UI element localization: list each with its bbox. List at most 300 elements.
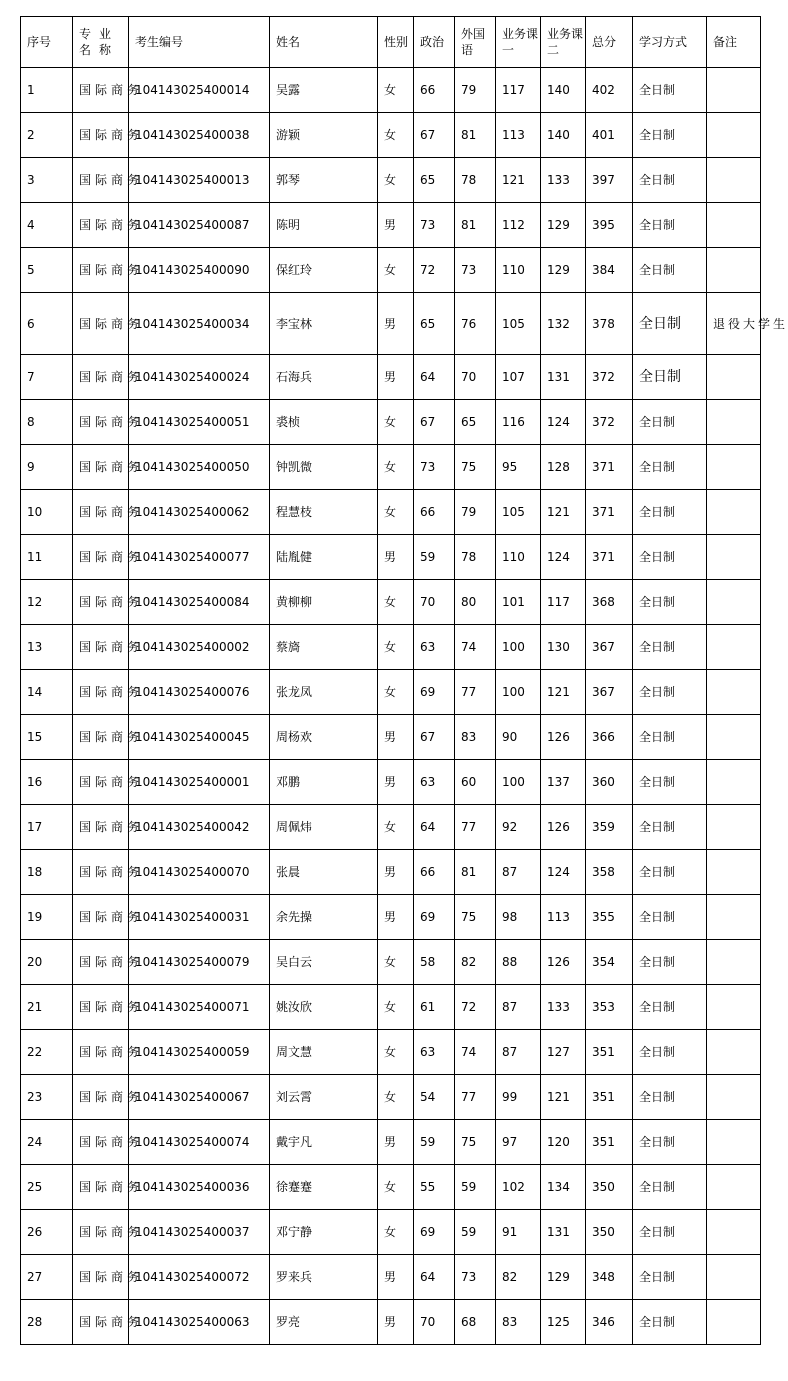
course2-cell: 117: [541, 580, 586, 625]
course2-cell: 126: [541, 940, 586, 985]
major-cell: 国际商务: [73, 1030, 129, 1075]
exam-id-cell: 104143025400067: [129, 1075, 270, 1120]
seq-cell: 6: [21, 293, 73, 355]
politics-cell: 66: [414, 490, 455, 535]
mode-cell: 全日制: [633, 895, 707, 940]
course2-cell: 132: [541, 293, 586, 355]
seq-cell: 10: [21, 490, 73, 535]
politics-cell: 67: [414, 113, 455, 158]
table-row: [21, 113, 761, 158]
table-row: [21, 715, 761, 760]
name-cell: 保红玲: [270, 248, 378, 293]
seq-cell: 8: [21, 400, 73, 445]
table-row: [21, 985, 761, 1030]
course2-cell: 137: [541, 760, 586, 805]
note-cell: [707, 580, 761, 625]
politics-cell: 63: [414, 760, 455, 805]
exam-id-cell: 104143025400036: [129, 1165, 270, 1210]
course2-cell: 130: [541, 625, 586, 670]
name-cell: 裘桢: [270, 400, 378, 445]
course1-cell: 105: [496, 490, 541, 535]
course1-cell: 100: [496, 670, 541, 715]
politics-cell: 64: [414, 805, 455, 850]
gender-cell: 女: [378, 248, 414, 293]
major-cell: 国际商务: [73, 490, 129, 535]
course1-cell: 107: [496, 355, 541, 400]
major-cell: 国际商务: [73, 895, 129, 940]
note-cell: [707, 670, 761, 715]
foreign-cell: 81: [455, 113, 496, 158]
foreign-cell: 78: [455, 158, 496, 203]
course1-cell: 88: [496, 940, 541, 985]
table-row: [21, 895, 761, 940]
course1-cell: 112: [496, 203, 541, 248]
seq-cell: 24: [21, 1120, 73, 1165]
exam-id-cell: 104143025400037: [129, 1210, 270, 1255]
course1-cell: 110: [496, 248, 541, 293]
total-cell: 402: [586, 68, 633, 113]
course2-cell: 131: [541, 355, 586, 400]
note-cell: [707, 760, 761, 805]
course1-cell: 113: [496, 113, 541, 158]
header-foreign: 外国语: [455, 17, 496, 68]
table-row: [21, 355, 761, 400]
course2-cell: 129: [541, 248, 586, 293]
course2-cell: 140: [541, 68, 586, 113]
total-cell: 355: [586, 895, 633, 940]
course1-cell: 116: [496, 400, 541, 445]
total-cell: 351: [586, 1075, 633, 1120]
name-cell: 邓宁静: [270, 1210, 378, 1255]
name-cell: 刘云霄: [270, 1075, 378, 1120]
mode-cell: 全日制: [633, 203, 707, 248]
exam-id-cell: 104143025400001: [129, 760, 270, 805]
total-cell: 371: [586, 445, 633, 490]
gender-cell: 女: [378, 805, 414, 850]
course1-cell: 90: [496, 715, 541, 760]
course1-cell: 87: [496, 1030, 541, 1075]
note-cell: [707, 1300, 761, 1345]
seq-cell: 15: [21, 715, 73, 760]
course1-cell: 121: [496, 158, 541, 203]
politics-cell: 73: [414, 203, 455, 248]
gender-cell: 男: [378, 715, 414, 760]
foreign-cell: 75: [455, 445, 496, 490]
table-row: [21, 1255, 761, 1300]
politics-cell: 63: [414, 625, 455, 670]
major-cell: 国际商务: [73, 1165, 129, 1210]
foreign-cell: 78: [455, 535, 496, 580]
course1-cell: 102: [496, 1165, 541, 1210]
politics-cell: 66: [414, 850, 455, 895]
gender-cell: 女: [378, 985, 414, 1030]
mode-cell: 全日制: [633, 1255, 707, 1300]
gender-cell: 女: [378, 1210, 414, 1255]
mode-cell: 全日制: [633, 805, 707, 850]
politics-cell: 70: [414, 580, 455, 625]
name-cell: 吴白云: [270, 940, 378, 985]
mode-cell: 全日制: [633, 490, 707, 535]
gender-cell: 女: [378, 113, 414, 158]
name-cell: 周佩炜: [270, 805, 378, 850]
total-cell: 378: [586, 293, 633, 355]
mode-cell: 全日制: [633, 113, 707, 158]
gender-cell: 女: [378, 940, 414, 985]
total-cell: 372: [586, 355, 633, 400]
table-row: [21, 760, 761, 805]
politics-cell: 59: [414, 1120, 455, 1165]
seq-cell: 14: [21, 670, 73, 715]
foreign-cell: 70: [455, 355, 496, 400]
note-cell: [707, 203, 761, 248]
gender-cell: 女: [378, 670, 414, 715]
course2-cell: 124: [541, 400, 586, 445]
foreign-cell: 72: [455, 985, 496, 1030]
course2-cell: 121: [541, 670, 586, 715]
note-cell: [707, 68, 761, 113]
gender-cell: 女: [378, 1030, 414, 1075]
mode-cell: 全日制: [633, 535, 707, 580]
gender-cell: 男: [378, 203, 414, 248]
mode-cell: 全日制: [633, 670, 707, 715]
exam-id-cell: 104143025400024: [129, 355, 270, 400]
table-row: [21, 1120, 761, 1165]
seq-cell: 16: [21, 760, 73, 805]
note-cell: [707, 535, 761, 580]
note-cell: [707, 1120, 761, 1165]
major-cell: 国际商务: [73, 805, 129, 850]
exam-id-cell: 104143025400079: [129, 940, 270, 985]
name-cell: 钟凯微: [270, 445, 378, 490]
mode-cell: 全日制: [633, 1120, 707, 1165]
table-row: [21, 1165, 761, 1210]
course2-cell: 133: [541, 985, 586, 1030]
politics-cell: 69: [414, 895, 455, 940]
mode-cell: 全日制: [633, 1210, 707, 1255]
seq-cell: 3: [21, 158, 73, 203]
note-cell: [707, 248, 761, 293]
course2-cell: 128: [541, 445, 586, 490]
table-row: [21, 940, 761, 985]
seq-cell: 13: [21, 625, 73, 670]
table-row: [21, 203, 761, 248]
header-course2: 业务课二: [541, 17, 586, 68]
name-cell: 姚汝欣: [270, 985, 378, 1030]
total-cell: 348: [586, 1255, 633, 1300]
major-cell: 国际商务: [73, 940, 129, 985]
name-cell: 蔡旖: [270, 625, 378, 670]
seq-cell: 11: [21, 535, 73, 580]
header-name: 姓名: [270, 17, 378, 68]
course1-cell: 92: [496, 805, 541, 850]
total-cell: 354: [586, 940, 633, 985]
politics-cell: 64: [414, 1255, 455, 1300]
mode-cell: 全日制: [633, 68, 707, 113]
major-cell: 国际商务: [73, 355, 129, 400]
total-cell: 401: [586, 113, 633, 158]
total-cell: 360: [586, 760, 633, 805]
table-row: [21, 625, 761, 670]
major-cell: 国际商务: [73, 1210, 129, 1255]
politics-cell: 72: [414, 248, 455, 293]
total-cell: 368: [586, 580, 633, 625]
note-cell: [707, 1075, 761, 1120]
foreign-cell: 65: [455, 400, 496, 445]
course1-cell: 83: [496, 1300, 541, 1345]
politics-cell: 70: [414, 1300, 455, 1345]
note-cell: [707, 940, 761, 985]
major-cell: 国际商务: [73, 293, 129, 355]
table-row: [21, 445, 761, 490]
politics-cell: 55: [414, 1165, 455, 1210]
table-row: [21, 670, 761, 715]
name-cell: 程慧枝: [270, 490, 378, 535]
politics-cell: 67: [414, 400, 455, 445]
total-cell: 367: [586, 670, 633, 715]
name-cell: 周杨欢: [270, 715, 378, 760]
exam-id-cell: 104143025400031: [129, 895, 270, 940]
mode-cell: 全日制: [633, 158, 707, 203]
note-cell: [707, 850, 761, 895]
seq-cell: 25: [21, 1165, 73, 1210]
foreign-cell: 59: [455, 1210, 496, 1255]
total-cell: 350: [586, 1165, 633, 1210]
note-cell: [707, 355, 761, 400]
course1-cell: 98: [496, 895, 541, 940]
exam-id-cell: 104143025400002: [129, 625, 270, 670]
foreign-cell: 77: [455, 1075, 496, 1120]
note-cell: [707, 1165, 761, 1210]
exam-id-cell: 104143025400063: [129, 1300, 270, 1345]
name-cell: 戴宇凡: [270, 1120, 378, 1165]
course2-cell: 120: [541, 1120, 586, 1165]
major-cell: 国际商务: [73, 1300, 129, 1345]
gender-cell: 女: [378, 68, 414, 113]
seq-cell: 26: [21, 1210, 73, 1255]
major-cell: 国际商务: [73, 535, 129, 580]
politics-cell: 65: [414, 293, 455, 355]
major-cell: 国际商务: [73, 1255, 129, 1300]
politics-cell: 69: [414, 670, 455, 715]
mode-cell: 全日制: [633, 940, 707, 985]
mode-cell: 全日制: [633, 850, 707, 895]
gender-cell: 女: [378, 400, 414, 445]
major-cell: 国际商务: [73, 580, 129, 625]
exam-id-cell: 104143025400072: [129, 1255, 270, 1300]
major-cell: 国际商务: [73, 985, 129, 1030]
total-cell: 358: [586, 850, 633, 895]
politics-cell: 64: [414, 355, 455, 400]
seq-cell: 22: [21, 1030, 73, 1075]
foreign-cell: 73: [455, 1255, 496, 1300]
mode-cell: 全日制: [633, 1030, 707, 1075]
major-cell: 国际商务: [73, 248, 129, 293]
course2-cell: 125: [541, 1300, 586, 1345]
course2-cell: 133: [541, 158, 586, 203]
mode-cell: 全日制: [633, 400, 707, 445]
exam-id-cell: 104143025400050: [129, 445, 270, 490]
politics-cell: 65: [414, 158, 455, 203]
course2-cell: 126: [541, 715, 586, 760]
name-cell: 陈明: [270, 203, 378, 248]
name-cell: 徐蹇蹇: [270, 1165, 378, 1210]
mode-cell: 全日制: [633, 985, 707, 1030]
politics-cell: 73: [414, 445, 455, 490]
politics-cell: 63: [414, 1030, 455, 1075]
total-cell: 359: [586, 805, 633, 850]
seq-cell: 12: [21, 580, 73, 625]
header-note: 备注: [707, 17, 761, 68]
foreign-cell: 83: [455, 715, 496, 760]
major-cell: 国际商务: [73, 1120, 129, 1165]
exam-id-cell: 104143025400084: [129, 580, 270, 625]
table-row: [21, 850, 761, 895]
foreign-cell: 81: [455, 203, 496, 248]
course2-cell: 134: [541, 1165, 586, 1210]
seq-cell: 18: [21, 850, 73, 895]
gender-cell: 男: [378, 1300, 414, 1345]
table-row: [21, 805, 761, 850]
table-row: [21, 490, 761, 535]
course2-cell: 124: [541, 850, 586, 895]
politics-cell: 67: [414, 715, 455, 760]
foreign-cell: 74: [455, 625, 496, 670]
exam-id-cell: 104143025400045: [129, 715, 270, 760]
total-cell: 346: [586, 1300, 633, 1345]
foreign-cell: 75: [455, 1120, 496, 1165]
mode-cell: 全日制: [633, 625, 707, 670]
course1-cell: 100: [496, 625, 541, 670]
major-cell: 国际商务: [73, 625, 129, 670]
course1-cell: 82: [496, 1255, 541, 1300]
major-cell: 国际商务: [73, 158, 129, 203]
note-cell: [707, 985, 761, 1030]
table-row: [21, 158, 761, 203]
name-cell: 罗来兵: [270, 1255, 378, 1300]
major-cell: 国际商务: [73, 850, 129, 895]
foreign-cell: 77: [455, 805, 496, 850]
note-cell: [707, 158, 761, 203]
gender-cell: 女: [378, 580, 414, 625]
major-cell: 国际商务: [73, 68, 129, 113]
foreign-cell: 81: [455, 850, 496, 895]
exam-id-cell: 104143025400013: [129, 158, 270, 203]
course2-cell: 129: [541, 203, 586, 248]
gender-cell: 女: [378, 625, 414, 670]
exam-id-cell: 104143025400062: [129, 490, 270, 535]
gender-cell: 男: [378, 760, 414, 805]
exam-id-cell: 104143025400087: [129, 203, 270, 248]
table-row: [21, 580, 761, 625]
mode-cell: 全日制: [633, 580, 707, 625]
header-total: 总分: [586, 17, 633, 68]
course1-cell: 87: [496, 985, 541, 1030]
mode-cell: 全日制: [633, 715, 707, 760]
politics-cell: 66: [414, 68, 455, 113]
total-cell: 350: [586, 1210, 633, 1255]
foreign-cell: 76: [455, 293, 496, 355]
table-row: [21, 1075, 761, 1120]
gender-cell: 女: [378, 158, 414, 203]
gender-cell: 男: [378, 1255, 414, 1300]
foreign-cell: 75: [455, 895, 496, 940]
header-row: [21, 17, 761, 68]
gender-cell: 女: [378, 490, 414, 535]
total-cell: 353: [586, 985, 633, 1030]
total-cell: 366: [586, 715, 633, 760]
header-major: 专业名称: [73, 17, 129, 68]
total-cell: 395: [586, 203, 633, 248]
foreign-cell: 73: [455, 248, 496, 293]
major-cell: 国际商务: [73, 203, 129, 248]
total-cell: 351: [586, 1120, 633, 1165]
major-cell: 国际商务: [73, 760, 129, 805]
note-cell: [707, 895, 761, 940]
seq-cell: 27: [21, 1255, 73, 1300]
total-cell: 371: [586, 535, 633, 580]
header-mode: 学习方式: [633, 17, 707, 68]
seq-cell: 1: [21, 68, 73, 113]
major-cell: 国际商务: [73, 445, 129, 490]
note-cell: [707, 625, 761, 670]
course2-cell: 124: [541, 535, 586, 580]
course2-cell: 129: [541, 1255, 586, 1300]
gender-cell: 男: [378, 293, 414, 355]
total-cell: 367: [586, 625, 633, 670]
exam-id-cell: 104143025400051: [129, 400, 270, 445]
politics-cell: 69: [414, 1210, 455, 1255]
course2-cell: 121: [541, 1075, 586, 1120]
table-row: [21, 400, 761, 445]
gender-cell: 女: [378, 1165, 414, 1210]
mode-cell: 全日制: [633, 1300, 707, 1345]
total-cell: 397: [586, 158, 633, 203]
total-cell: 371: [586, 490, 633, 535]
gender-cell: 男: [378, 1120, 414, 1165]
foreign-cell: 60: [455, 760, 496, 805]
name-cell: 张晨: [270, 850, 378, 895]
exam-id-cell: 104143025400038: [129, 113, 270, 158]
table-body: [21, 68, 788, 1345]
foreign-cell: 74: [455, 1030, 496, 1075]
seq-cell: 17: [21, 805, 73, 850]
name-cell: 石海兵: [270, 355, 378, 400]
exam-id-cell: 104143025400070: [129, 850, 270, 895]
course1-cell: 97: [496, 1120, 541, 1165]
foreign-cell: 68: [455, 1300, 496, 1345]
course2-cell: 127: [541, 1030, 586, 1075]
name-cell: 郭琴: [270, 158, 378, 203]
seq-cell: 2: [21, 113, 73, 158]
note-cell: [707, 1030, 761, 1075]
table-row: [21, 1300, 761, 1345]
mode-cell: 全日制: [633, 293, 707, 355]
name-cell: 黄柳柳: [270, 580, 378, 625]
mode-cell: 全日制: [633, 760, 707, 805]
politics-cell: 59: [414, 535, 455, 580]
course2-cell: 131: [541, 1210, 586, 1255]
header-exam-id: 考生编号: [129, 17, 270, 68]
course1-cell: 99: [496, 1075, 541, 1120]
table-row: [21, 1210, 761, 1255]
gender-cell: 男: [378, 850, 414, 895]
name-cell: 李宝林: [270, 293, 378, 355]
exam-id-cell: 104143025400076: [129, 670, 270, 715]
mode-cell: 全日制: [633, 1165, 707, 1210]
course1-cell: 101: [496, 580, 541, 625]
note-cell: [707, 715, 761, 760]
header-gender: 性别: [378, 17, 414, 68]
